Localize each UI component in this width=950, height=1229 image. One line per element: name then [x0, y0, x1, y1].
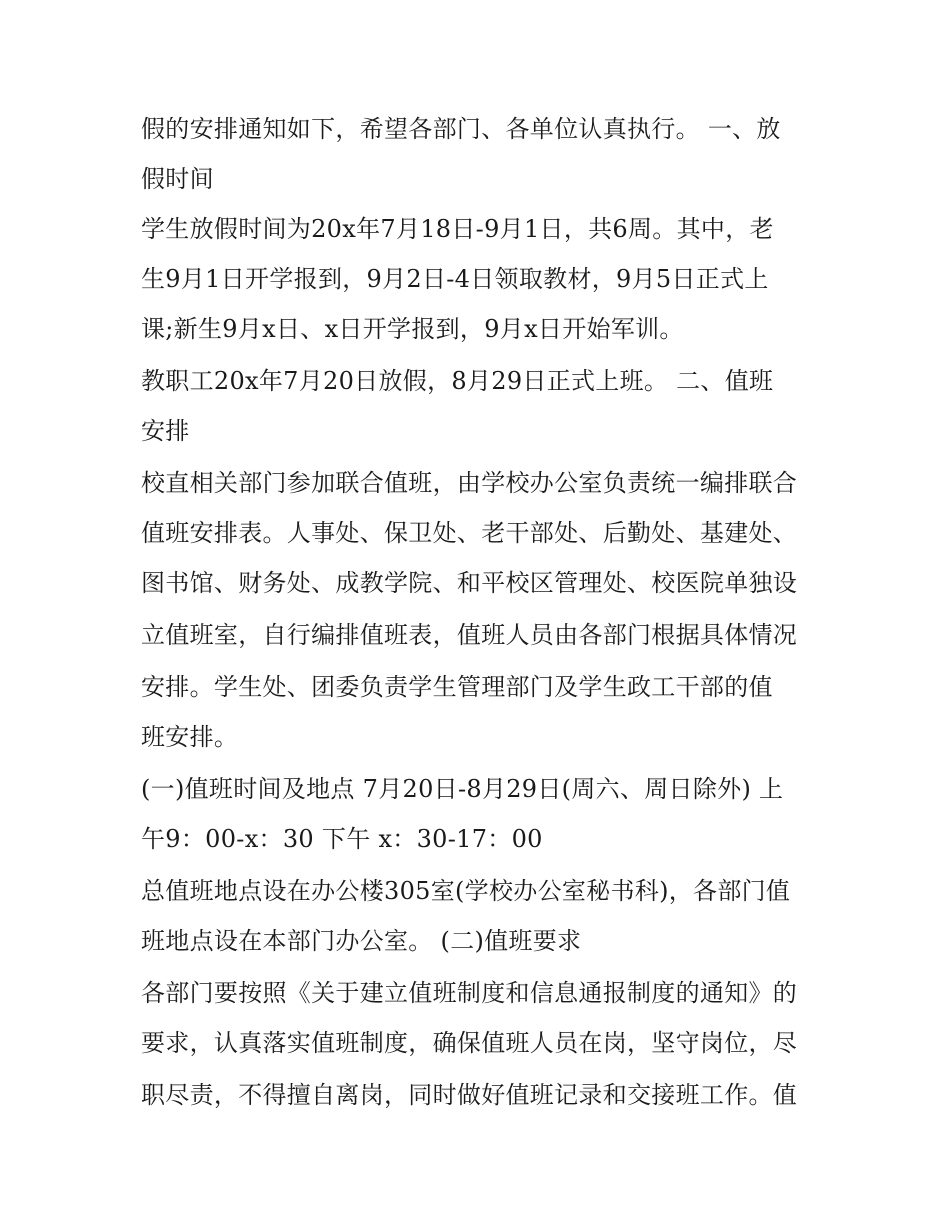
text-line: 教职工20x年7月20日放假，8月29日正式上班。 二、值班 [141, 367, 774, 395]
text-line: 校直相关部门参加联合值班，由学校办公室负责统一编排联合 [141, 469, 798, 497]
text-line: 值班安排表。人事处、保卫处、老干部处、后勤处、基建处、 [141, 519, 798, 547]
text-line: 总值班地点设在办公楼305室(学校办公室秘书科)，各部门值 [141, 877, 791, 905]
text-line: (一)值班时间及地点 7月20日-8月29日(周六、周日除外) 上 [141, 775, 784, 803]
text-line: 生9月1日开学报到，9月2日-4日领取教材，9月5日正式上 [141, 265, 769, 293]
text-line: 图书馆、财务处、成教学院、和平校区管理处、校医院单独设 [141, 569, 798, 597]
text-line: 职尽责，不得擅自离岗，同时做好值班记录和交接班工作。值 [141, 1081, 798, 1109]
text-line: 午9：00-x：30 下午 x：30-17：00 [141, 825, 543, 853]
text-line: 各部门要按照《关于建立值班制度和信息通报制度的通知》的 [141, 979, 798, 1007]
text-line: 假时间 [141, 165, 214, 193]
text-line: 安排 [141, 417, 190, 445]
text-line: 班安排。 [141, 723, 239, 751]
text-line: 立值班室，自行编排值班表，值班人员由各部门根据具体情况 [141, 621, 798, 649]
text-line: 课;新生9月x日、x日开学报到，9月x日开始军训。 [141, 315, 684, 343]
text-line: 安排。学生处、团委负责学生管理部门及学生政工干部的值 [141, 673, 773, 701]
text-line: 班地点设在本部门办公室。 (二)值班要求 [141, 927, 582, 955]
text-line: 学生放假时间为20x年7月18日-9月1日，共6周。其中，老 [141, 215, 774, 243]
text-line: 要求，认真落实值班制度，确保值班人员在岗，坚守岗位，尽 [141, 1029, 798, 1057]
text-line: 假的安排通知如下，希望各部门、各单位认真执行。 一、放 [141, 115, 781, 143]
